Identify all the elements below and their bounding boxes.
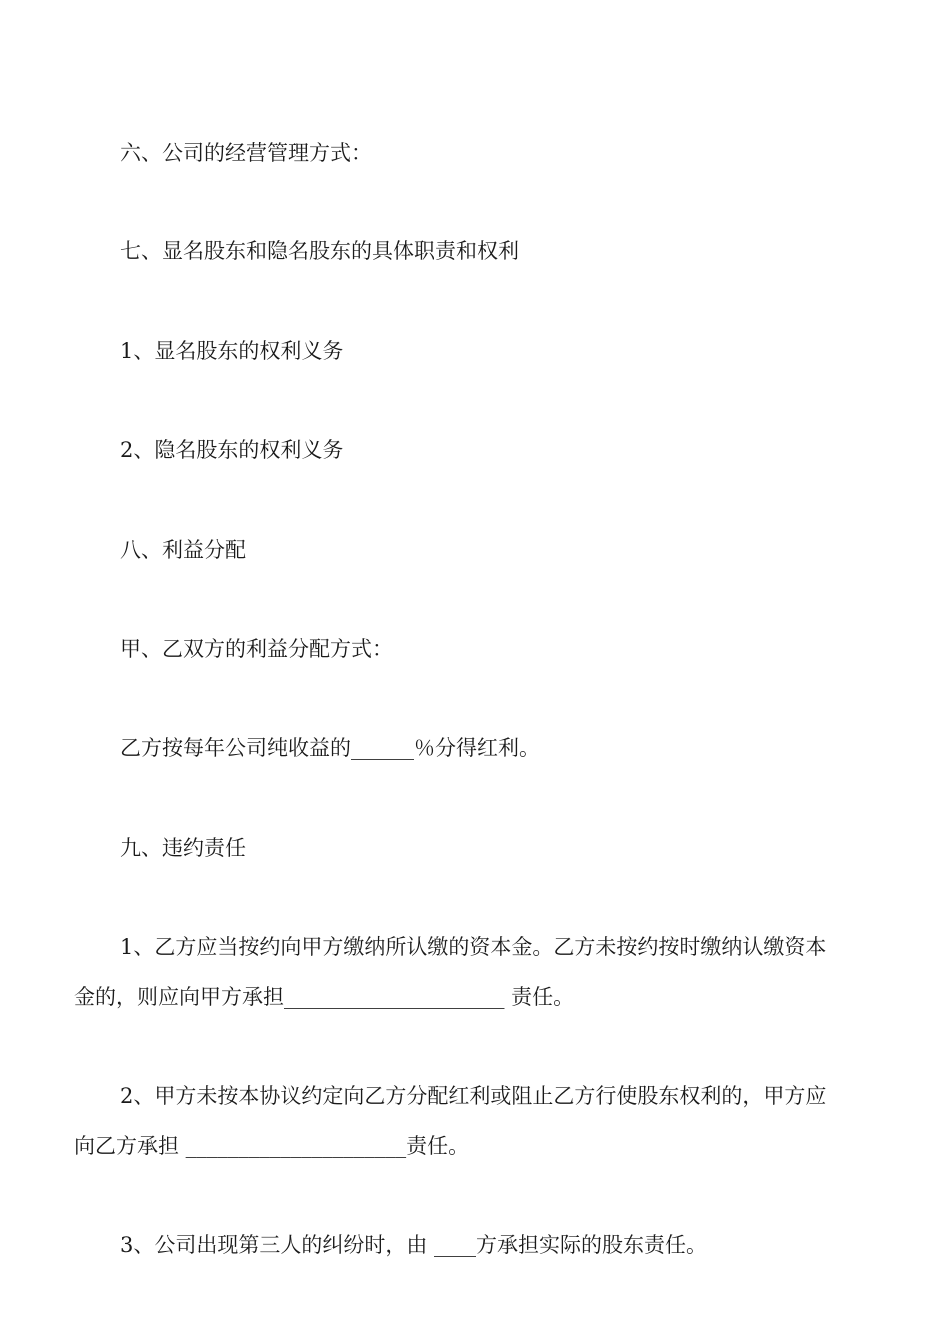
hidden-shareholder-rights: 2、隐名股东的权利义务 <box>120 438 344 462</box>
profit-distribution-method: 甲、乙双方的利益分配方式： <box>120 637 393 661</box>
profit-share-clause: 乙方按每年公司纯收益的______％分得红利。 <box>120 736 540 760</box>
breach-clause-1-line-2: 金的，则应向甲方承担_____________________ 责任。 <box>74 985 575 1009</box>
breach-clause-1-line-1: 1、乙方应当按约向甲方缴纳所认缴的资本金。乙方未按约按时缴纳认缴资本 <box>120 935 827 959</box>
section-seven-heading: 七、显名股东和隐名股东的具体职责和权利 <box>120 239 519 263</box>
section-six-heading: 六、公司的经营管理方式： <box>120 141 372 165</box>
breach-clause-3: 3、公司出现第三人的纠纷时，由 ____方承担实际的股东责任。 <box>120 1233 708 1257</box>
section-eight-heading: 八、利益分配 <box>120 538 246 562</box>
breach-clause-2-line-2: 向乙方承担 _____________________责任。 <box>74 1134 470 1158</box>
breach-clause-2-line-1: 2、甲方未按本协议约定向乙方分配红利或阻止乙方行使股东权利的，甲方应 <box>120 1084 827 1108</box>
named-shareholder-rights: 1、显名股东的权利义务 <box>120 339 344 363</box>
section-nine-heading: 九、违约责任 <box>120 836 246 860</box>
